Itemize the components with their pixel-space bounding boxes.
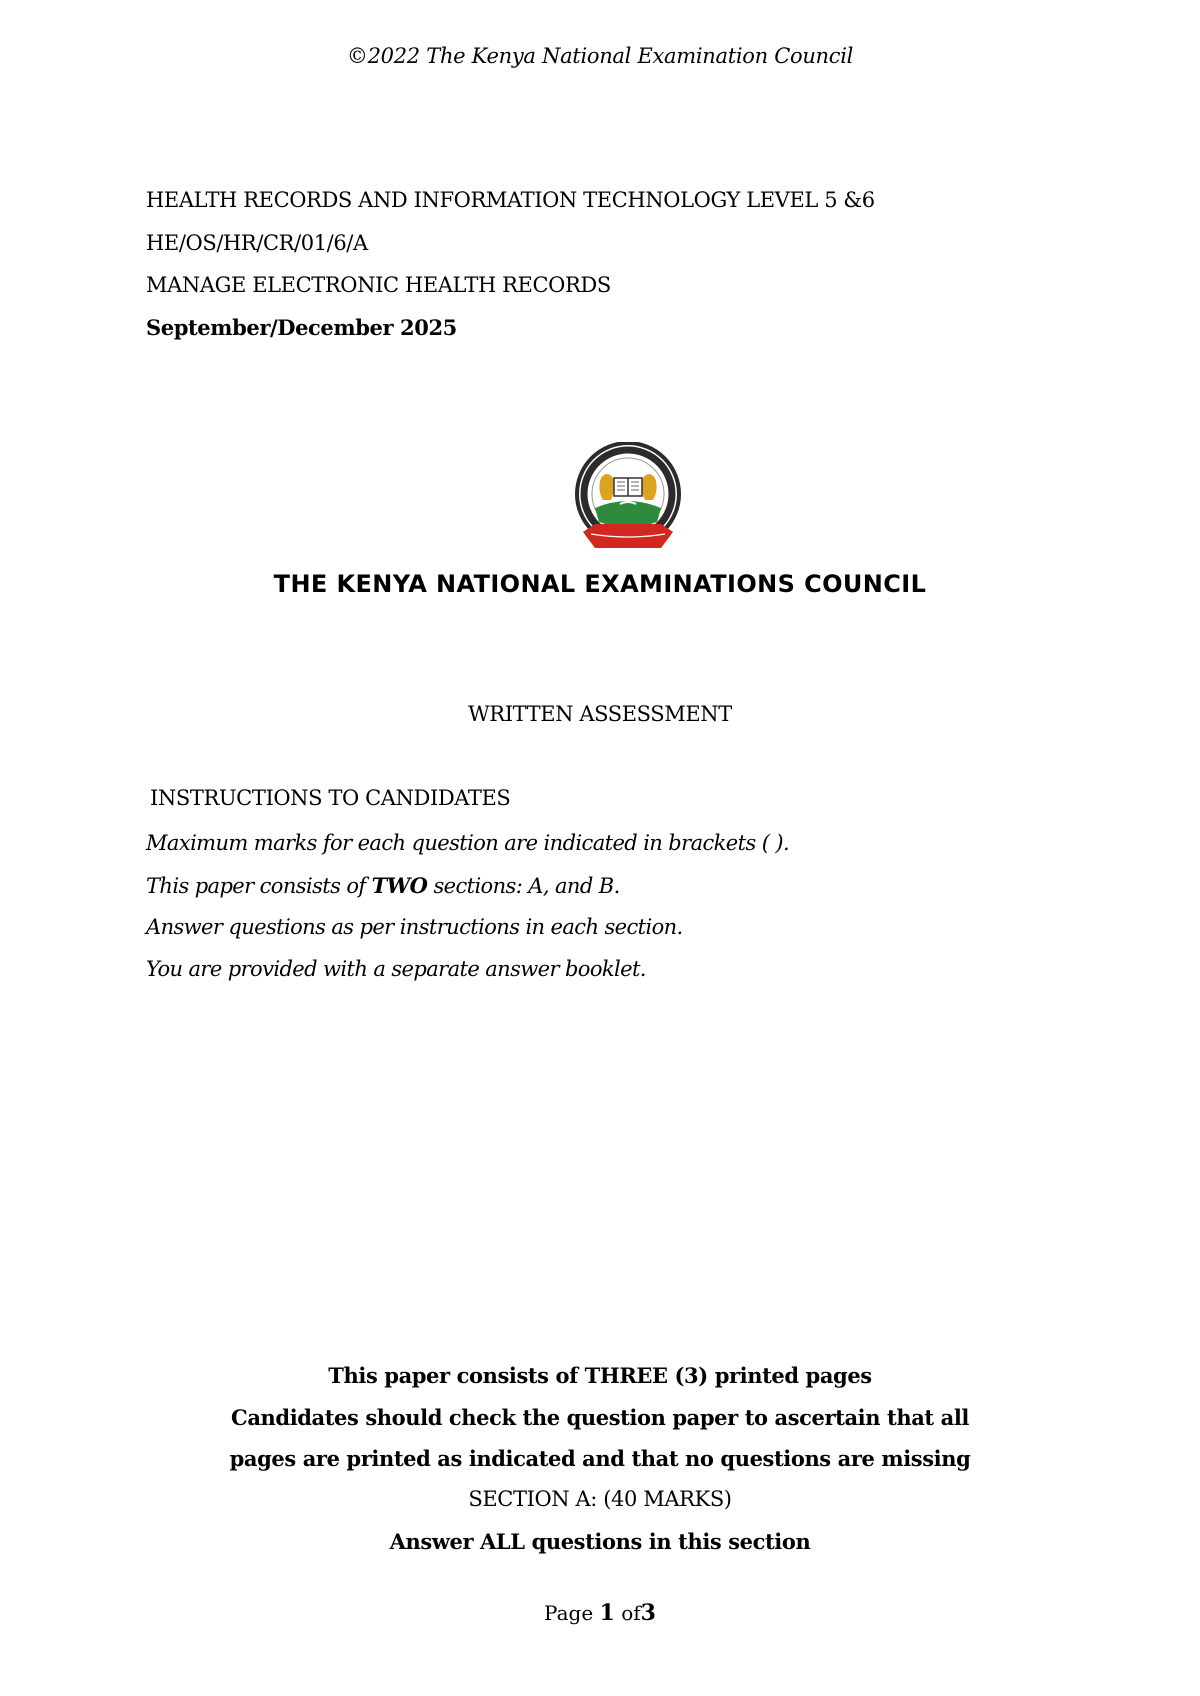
exam-session: September/December 2025 (146, 315, 457, 340)
section-heading: SECTION A: (40 MARKS) (468, 1487, 732, 1511)
answer-all-instruction: Answer ALL questions in this section (389, 1529, 811, 1554)
instruction-item: You are provided with a separate answer booklet. (146, 957, 646, 981)
page-current: 1 (599, 1600, 615, 1626)
instruction-item (146, 873, 620, 898)
copyright-header: ©2022 The Kenya National Examination Council (346, 44, 854, 68)
check-notice-line-1: Candidates should check the question paper to ascertain that all (231, 1405, 969, 1430)
instruction-item: Answer questions as per instructions in each section. (146, 915, 683, 939)
page-number (0, 1600, 1200, 1626)
instruction-item: Maximum marks for each question are indicated in brackets ( ). (146, 831, 790, 855)
paper-code: HE/OS/HR/CR/01/6/A (146, 231, 368, 255)
council-name: THE KENYA NATIONAL EXAMINATIONS COUNCIL (273, 570, 927, 598)
knec-coat-of-arms-icon (573, 442, 683, 558)
assessment-title: WRITTEN ASSESSMENT (468, 702, 732, 726)
instruction-text: sections: A, and B. (433, 874, 620, 898)
unit-title: MANAGE ELECTRONIC HEALTH RECORDS (146, 273, 611, 297)
page-label: Page (544, 1601, 594, 1625)
instructions-heading: INSTRUCTIONS TO CANDIDATES (150, 786, 511, 810)
check-notice-line-2: pages are printed as indicated and that no questions are missing (229, 1446, 971, 1471)
page-of: of (621, 1601, 641, 1625)
programme-title: HEALTH RECORDS AND INFORMATION TECHNOLOGY LEVEL 5 &6 (146, 188, 875, 212)
instruction-text: This paper consists of (146, 874, 366, 898)
instruction-emphasis: TWO (371, 873, 428, 898)
printed-pages-notice: This paper consists of THREE (3) printed pages (328, 1363, 872, 1388)
page-total: 3 (640, 1600, 656, 1626)
